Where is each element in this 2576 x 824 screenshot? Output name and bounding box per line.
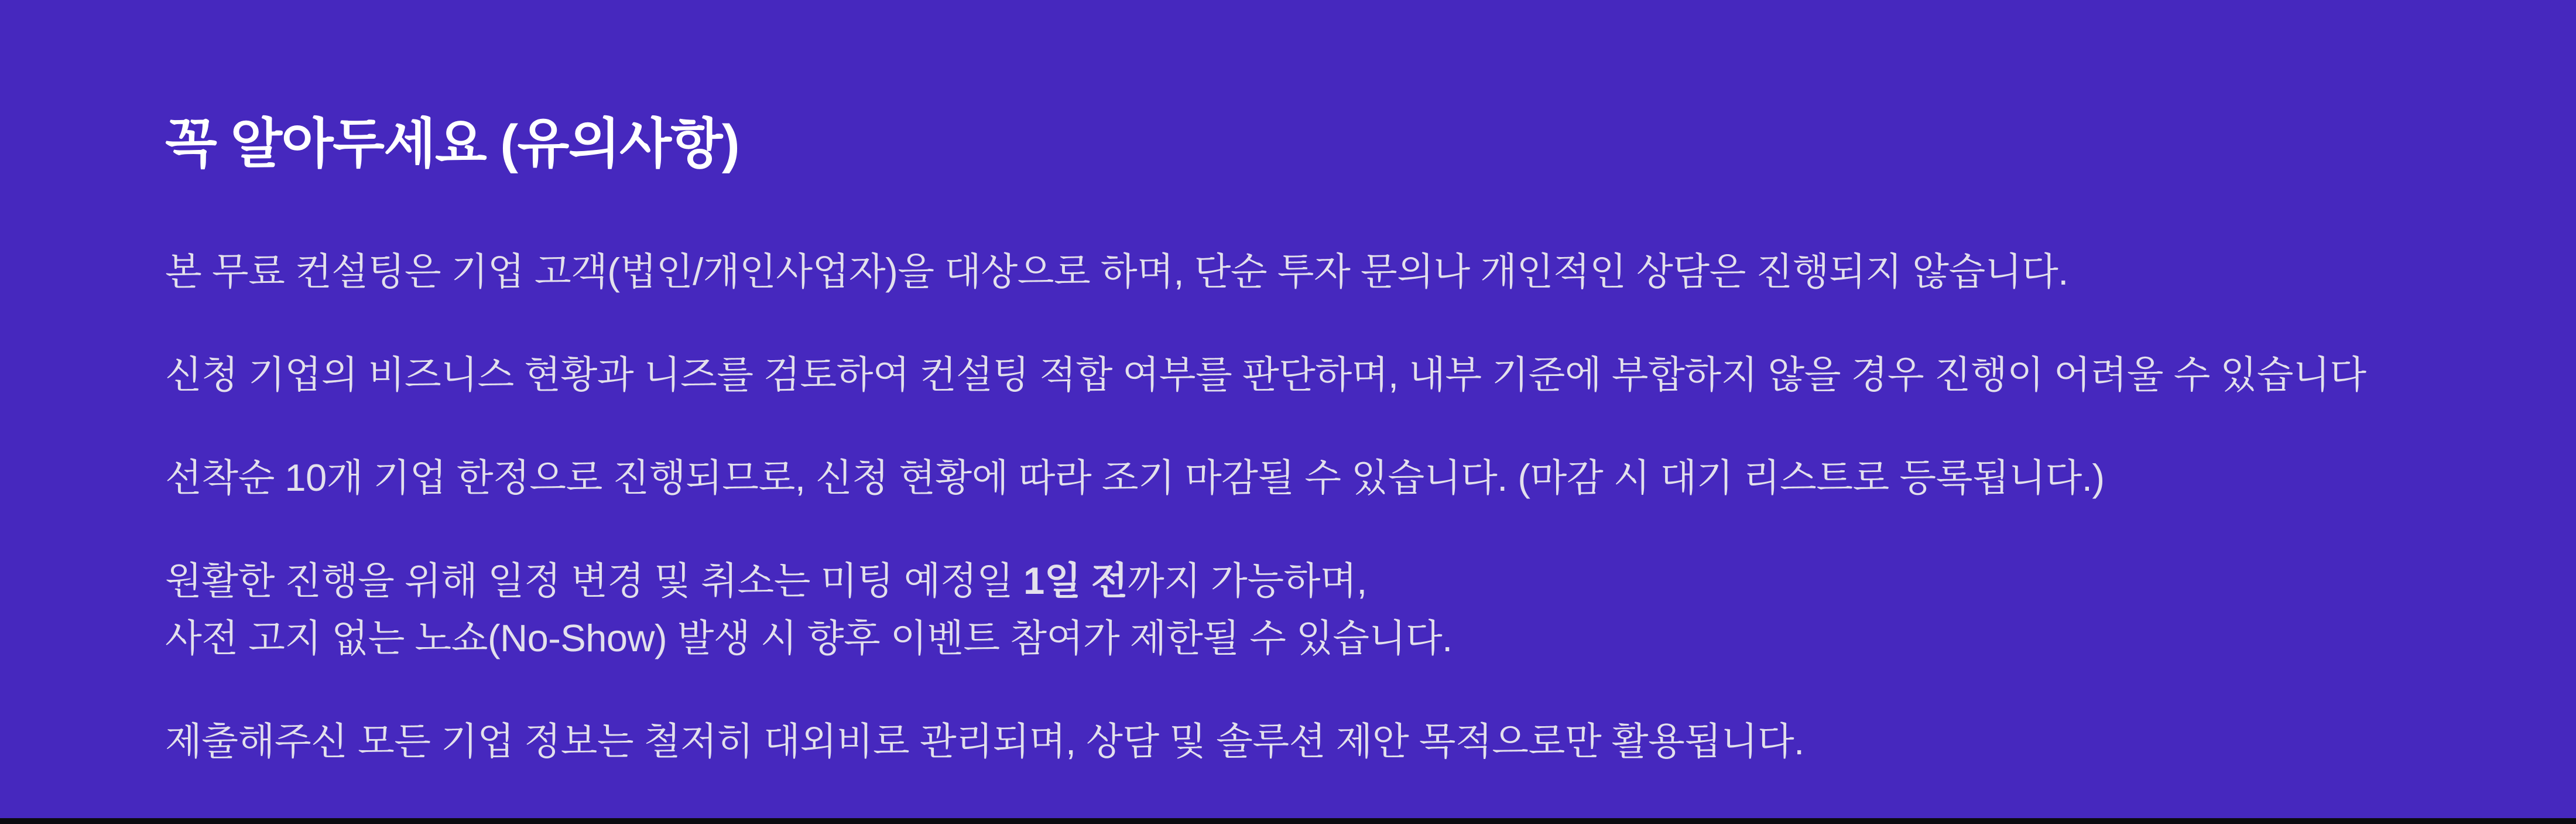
schedule-text-post: 까지 가능하며, (1127, 559, 1367, 602)
schedule-noshow-text: 사전 고지 없는 노쇼(No-Show) 발생 시 향후 이벤트 참여가 제한될 수 있습니다. (165, 617, 1453, 660)
notice-paragraph-eligibility: 본 무료 컨설팅은 기업 고객(법인/개인사업자)을 대상으로 하며, 단순 투자 문의나 개인적인 상담은 진행되지 않습니다. (165, 250, 2068, 293)
notice-title: 꼭 알아두세요 (유의사항) (165, 114, 739, 174)
notice-paragraph-confidentiality: 제출해주신 모든 기업 정보는 철저히 대외비로 관리되며, 상담 및 솔루션 제안 목적으로만 활용됩니다. (165, 720, 1804, 763)
notice-paragraph-first-come: 선착순 10개 기업 한정으로 진행되므로, 신청 현황에 따라 조기 마감될 수 있습니다. (마감 시 대기 리스트로 등록됩니다.) (165, 456, 2105, 499)
schedule-deadline-emphasis: 1일 전 (1023, 559, 1128, 602)
notice-paragraph-screening: 신청 기업의 비즈니스 현황과 니즈를 검토하여 컨설팅 적합 여부를 판단하며, 내부 기준에 부합하지 않을 경우 진행이 어려울 수 있습니다 (165, 353, 2366, 396)
schedule-text-pre: 원활한 진행을 위해 일정 변경 및 취소는 미팅 예정일 (165, 559, 1024, 602)
notice-paragraph-schedule (165, 552, 2418, 668)
bottom-edge-bar (0, 818, 2576, 824)
